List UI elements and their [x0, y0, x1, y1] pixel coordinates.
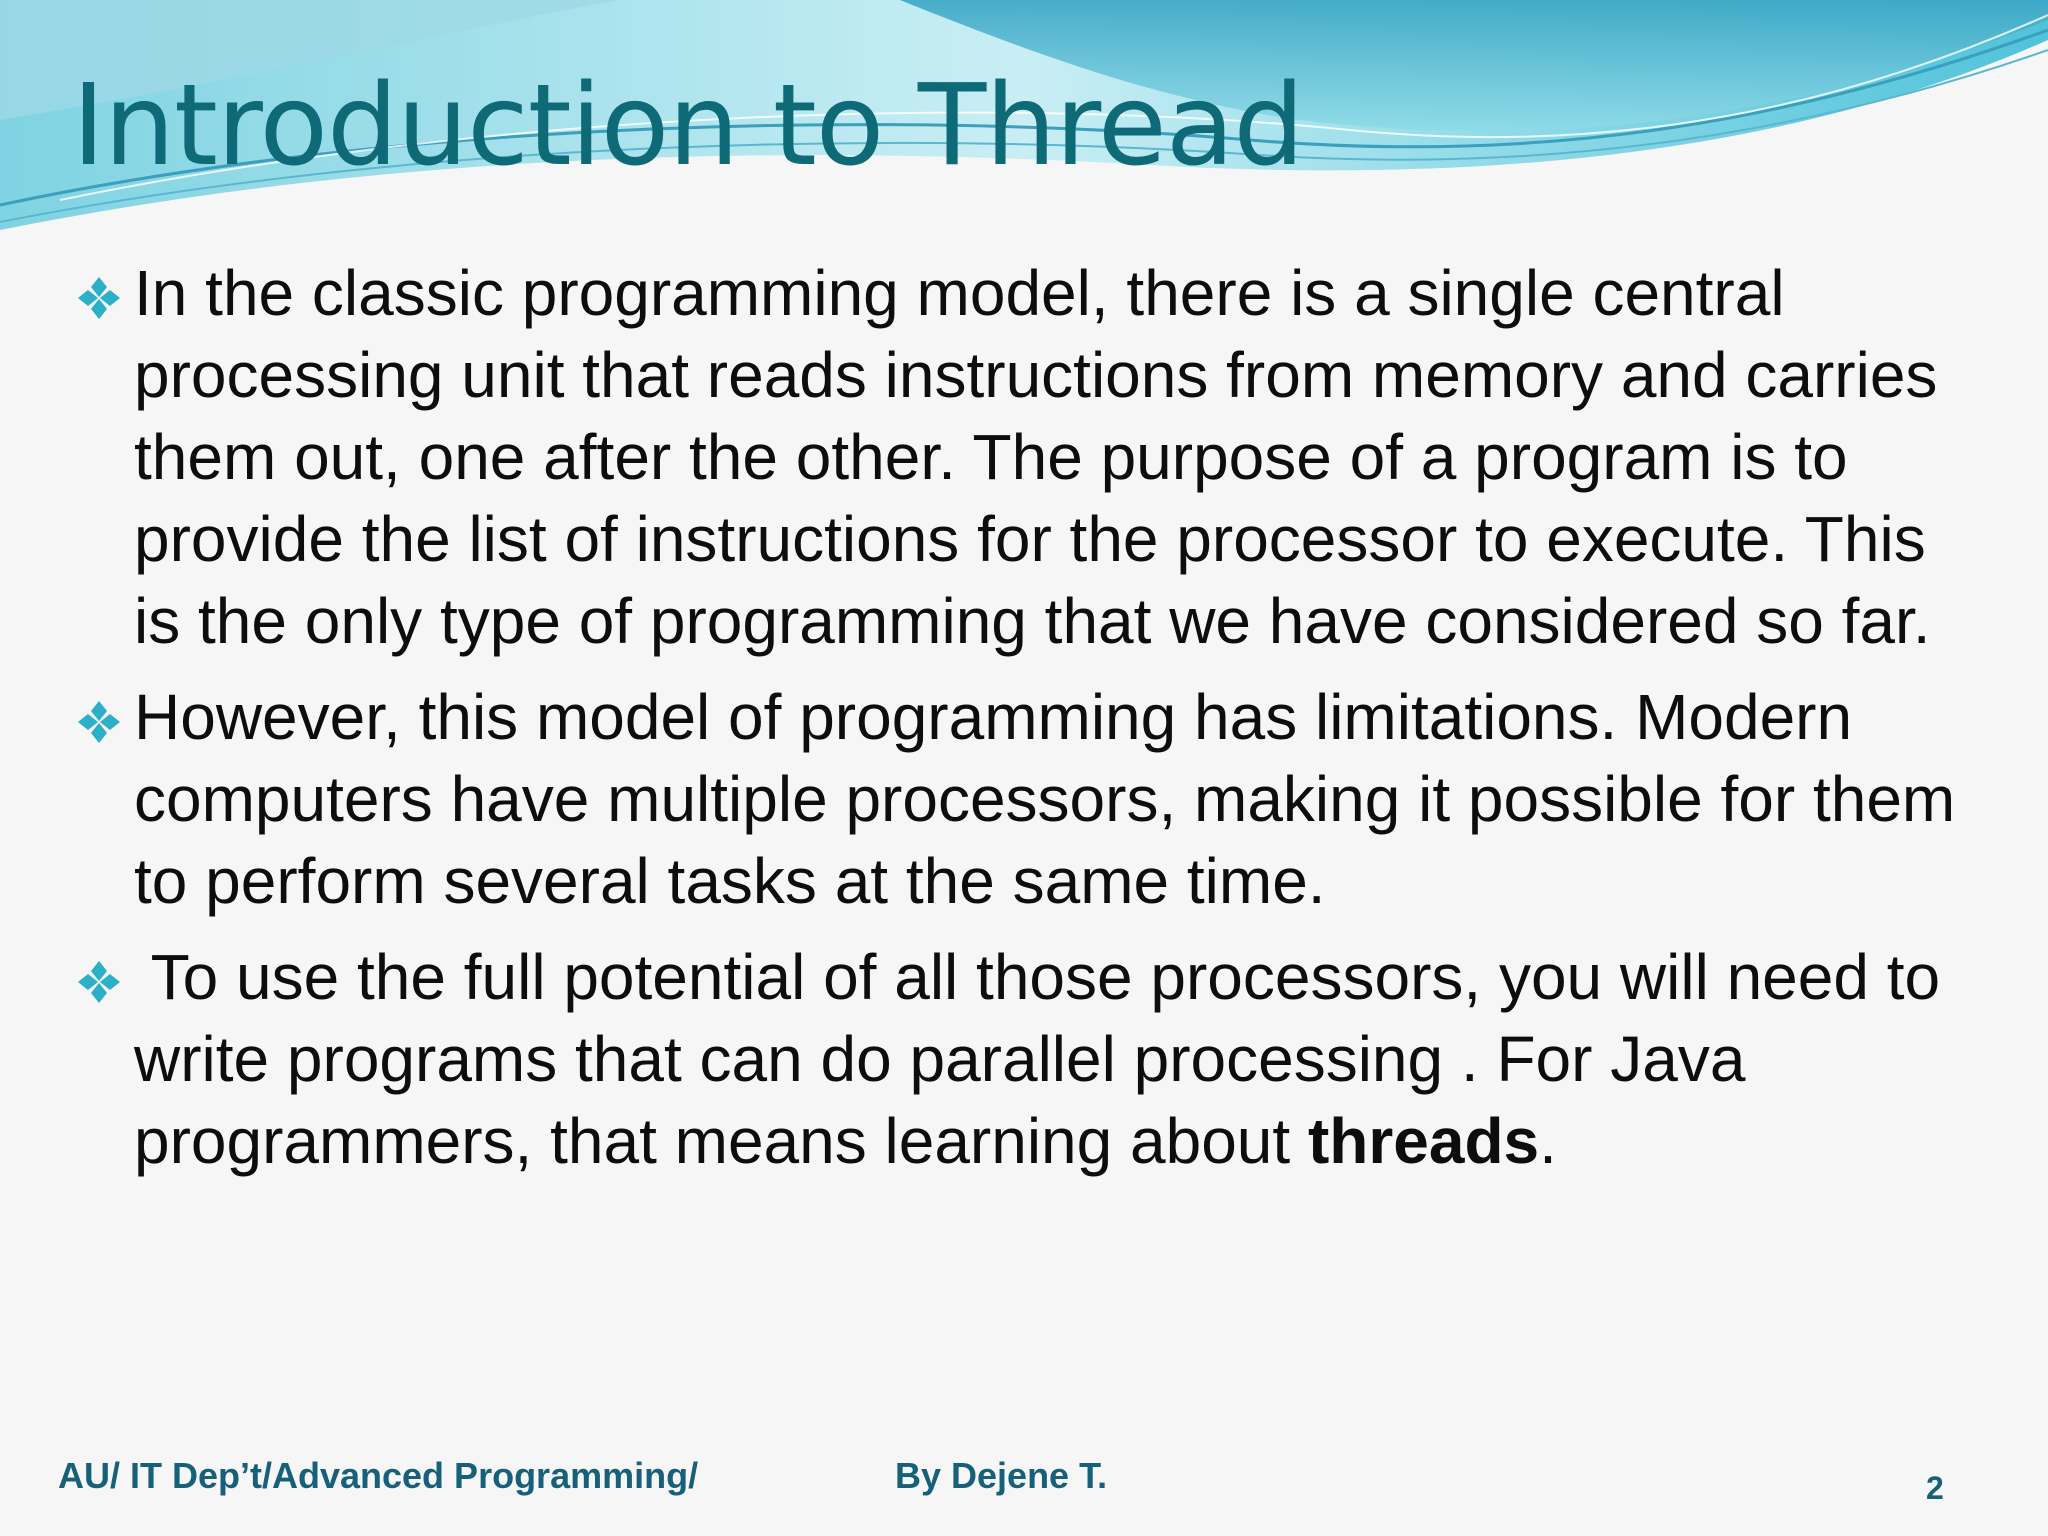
- bullet-list: [72, 252, 1972, 1196]
- bold-keyword: threads: [1307, 1105, 1540, 1177]
- four-diamond-bullet-icon: [76, 959, 122, 1005]
- bullet-item: [72, 676, 1972, 922]
- four-diamond-bullet-icon: [76, 699, 122, 745]
- footer-author: By Dejene T.: [895, 1455, 1108, 1496]
- bullet-text: In the classic programming model, there is a single central processing unit that reads instructions from memory and carries them out, one after the other. The purpose of a program is to provide the list of instructions for the processor to execute. This is the only type of programming that we have considered so far.: [134, 257, 1938, 657]
- bullet-leading-space: [134, 941, 151, 1013]
- bullet-text: However, this model of programming has limitations. Modern computers have multiple processors, making it possible for them to perform several tasks at the same time.: [134, 681, 1956, 917]
- bullet-text-tail: .: [1539, 1105, 1557, 1177]
- four-diamond-bullet-icon: [76, 275, 122, 321]
- slide-title: Introduction to Thread: [72, 61, 1304, 191]
- page-number: 2: [1926, 1470, 1944, 1506]
- bullet-item: [72, 936, 1972, 1182]
- footer-course: AU/ IT Dep’t/Advanced Programming/: [58, 1455, 699, 1496]
- bullet-item: [72, 252, 1972, 662]
- bullet-text: To use the full potential of all those processors, you will need to write programs that can do parallel processing . For Java programmers, that means learning about: [134, 941, 1941, 1177]
